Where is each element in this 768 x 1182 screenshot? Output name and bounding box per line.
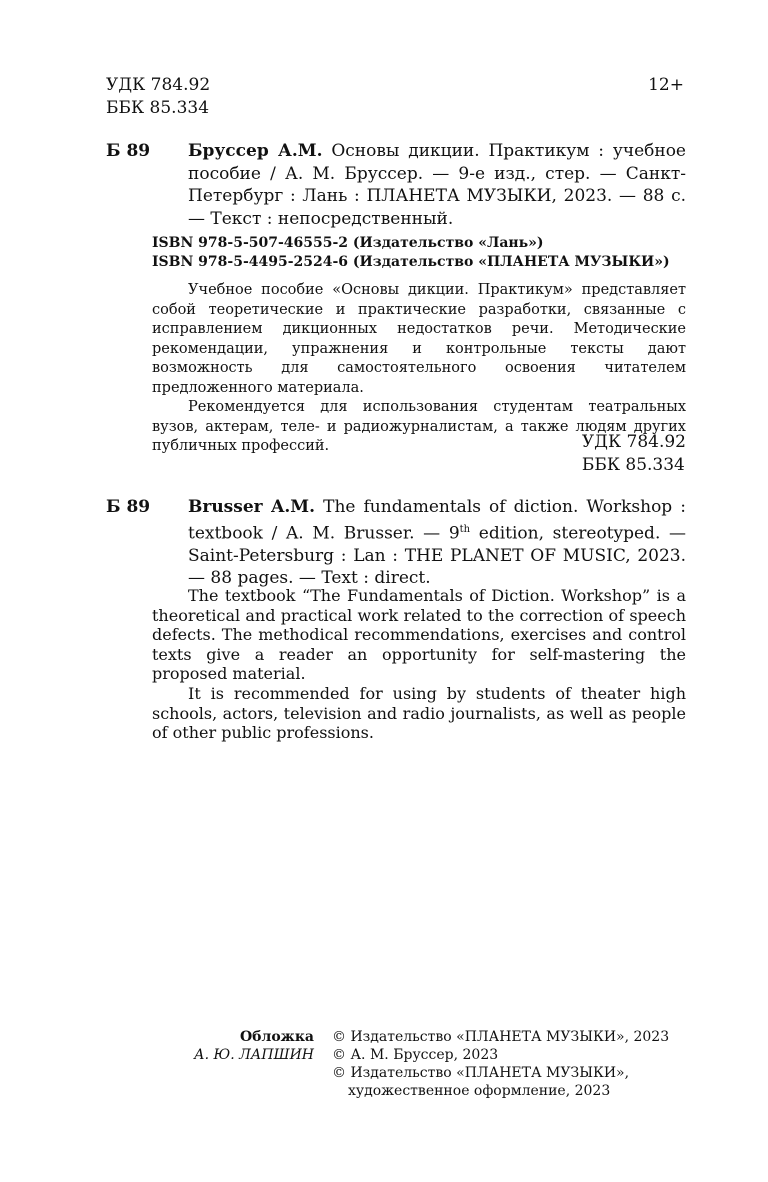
bbk-code: ББК 85.334 (106, 98, 210, 118)
cover-artist: А. Ю. ЛАПШИН (194, 1047, 314, 1063)
udk-code: УДК 784.92 (581, 432, 686, 452)
ru-abstract-paragraph: Рекомендуется для использования студентам театральных вузов, актерам, теле- и радиожурналистам, а также людям других публичных профессий. (152, 399, 686, 454)
cover-label: Обложка (239, 1029, 314, 1045)
en-entry-text: edition, stereotyped. — Saint-Petersburg : Lan : THE PLANET OF MUSIC, 2023. — 88 pages. — Text : direct. (188, 523, 686, 589)
ru-bibliographic-entry (188, 140, 686, 230)
cover-credit (168, 1028, 314, 1064)
udk-code: УДК 784.92 (106, 75, 211, 95)
ru-entry-code: Б 89 (106, 141, 151, 161)
copyright-line: © Издательство «ПЛАНЕТА МУЗЫКИ», 2023 (332, 1029, 670, 1045)
copyright-block (332, 1028, 702, 1100)
ru-abstract-paragraph: Учебное пособие «Основы дикции. Практикум» представляет собой теоретические и практические разработки, связанные с исправлением дикционных недостатков речи. Методические рекомендации, упражнения и контрольные тексты дают возможность для самостоятельного освоения читателем предложенного материала. (152, 282, 686, 396)
ru-author: Бруссер А.М. (188, 141, 323, 161)
en-abstract (152, 586, 686, 743)
copyright-line: © Издательство «ПЛАНЕТА МУЗЫКИ», (332, 1065, 630, 1081)
en-bibliographic-entry (188, 496, 686, 590)
en-entry-code: Б 89 (106, 497, 151, 517)
udk-bbk-right (582, 431, 686, 477)
bbk-code: ББК 85.334 (581, 455, 685, 475)
age-rating: 12+ (648, 75, 684, 95)
en-abstract-paragraph: It is recommended for using by students of theater high schools, actors, television and radio journalists, as well as people of other public professions. (152, 683, 686, 743)
en-author: Brusser A.M. (188, 497, 316, 517)
isbn-line: ISBN 978-5-507-46555-2 (Издательство «Лань») (152, 235, 544, 251)
copyright-line: © А. М. Бруссер, 2023 (332, 1047, 499, 1063)
isbn-line: ISBN 978-5-4495-2524-6 (Издательство «ПЛАНЕТА МУЗЫКИ») (152, 254, 670, 270)
copyright-line: художественное оформление, 2023 (348, 1083, 611, 1099)
en-entry-text: The fundamentals of diction. Workshop : textbook / A. M. Brusser. — 9 (188, 497, 686, 544)
isbn-block (152, 234, 686, 272)
en-abstract-paragraph: The textbook “The Fundamentals of Diction. Workshop” is a theoretical and practical work related to the correction of speech defects. The methodical recommendations, exercises and control texts give a reader an opportunity for self-mastering the proposed material. (152, 586, 686, 684)
ru-entry-text: Основы дикции. Практикум : учебное пособие / А. М. Бруссер. — 9-е изд., стер. — Санкт-Петербург : Лань : ПЛАНЕТА МУЗЫКИ, 2023. — 88 с. — Текст : непосредственный. (188, 141, 686, 229)
edition-superscript: th (459, 523, 471, 535)
udk-bbk-header (106, 74, 210, 120)
